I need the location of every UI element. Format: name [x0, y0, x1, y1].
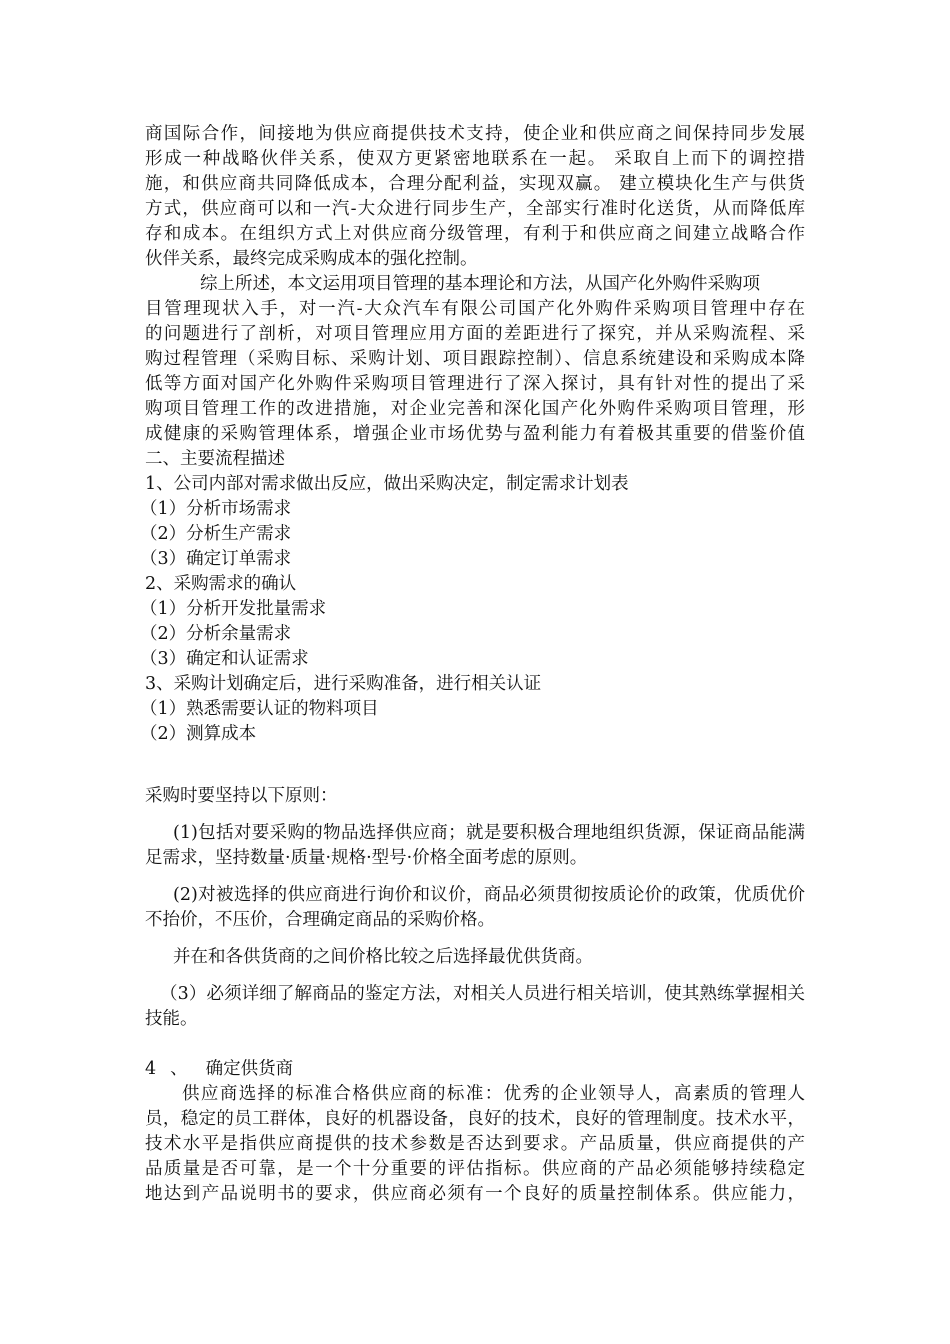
step4-title: 确定供货商: [205, 1059, 294, 1079]
step4-number: 4: [145, 1059, 157, 1079]
para1-line1: 商国际合作，间接地为供应商提供技术支持，使企业和供应商之间保持同步发展: [145, 124, 805, 144]
principle2-line2: 不抬价，不压价，合理确定商品的采购价格。: [145, 910, 495, 930]
para2-line1: 综上所述，本文运用项目管理的基本理论和方法，从国产化外购件采购项: [200, 274, 760, 294]
principle3-line2: 技能。: [145, 1009, 198, 1029]
para2-line2: 目管理现状入手，对一汽-大众汽车有限公司国产化外购件采购项目管理中存在: [145, 299, 805, 319]
para1-line3: 施，和供应商共同降低成本，合理分配利益，实现双赢。 建立模块化生产与供货: [145, 174, 805, 194]
step4-line3: 技术水平是指供应商提供的技术参数是否达到要求。产品质量，供应商提供的产: [145, 1134, 805, 1154]
para2-line7: 成健康的采购管理体系，增强企业市场优势与盈利能力有着极其重要的借鉴价值: [145, 424, 805, 444]
step3-item2: （2）测算成本: [140, 724, 257, 744]
step1-item3: （3）确定订单需求: [140, 549, 292, 569]
principle2-line1: (2)对被选择的供应商进行询价和议价，商品必须贯彻按质论价的政策，优质优价: [173, 885, 805, 905]
step3-heading: 3、采购计划确定后，进行采购准备，进行相关认证: [145, 674, 542, 694]
section-heading: 二、主要流程描述: [145, 449, 285, 469]
step2-item1: （1）分析开发批量需求: [140, 599, 327, 619]
para2-line3: 的问题进行了剖析，对项目管理应用方面的差距进行了探究，并从采购流程、采: [145, 324, 805, 344]
principles-heading: 采购时要坚持以下原则：: [145, 786, 338, 806]
step4-line1: 供应商选择的标准合格供应商的标准：优秀的企业领导人，高素质的管理人: [182, 1084, 805, 1104]
principle1-line2: 足需求，坚持数量·质量·规格·型号·价格全面考虑的原则。: [145, 848, 588, 868]
para1-line6: 伙伴关系，最终完成采购成本的强化控制。: [145, 249, 478, 269]
principle1-line1: (1)包括对要采购的物品选择供应商；就是要积极合理地组织货源，保证商品能满: [173, 823, 805, 843]
step4-sep: 、: [170, 1059, 188, 1079]
step1-item2: （2）分析生产需求: [140, 524, 292, 544]
principle-note: 并在和各供货商的之间价格比较之后选择最优供货商。: [173, 947, 593, 967]
para2-line4: 购过程管理（采购目标、采购计划、项目跟踪控制）、信息系统建设和采购成本降: [145, 349, 805, 369]
step1-heading: 1、公司内部对需求做出反应，做出采购决定，制定需求计划表: [145, 474, 629, 494]
para1-line4: 方式，供应商可以和一汽-大众进行同步生产，全部实行准时化送货，从而降低库: [145, 199, 805, 219]
step4-line4: 品质量是否可靠，是一个十分重要的评估指标。供应商的产品必须能够持续稳定: [145, 1159, 805, 1179]
para1-line2: 形成一种战略伙伴关系，使双方更紧密地联系在一起。 采取自上而下的调控措: [145, 149, 805, 169]
step4-line2: 员，稳定的员工群体，良好的机器设备，良好的技术，良好的管理制度。技术水平，: [145, 1109, 805, 1129]
step3-item1: （1）熟悉需要认证的物料项目: [140, 699, 379, 719]
principle3-line1: （3）必须详细了解商品的鉴定方法，对相关人员进行相关培训，使其熟练掌握相关: [160, 984, 805, 1004]
step4-heading: [145, 1057, 293, 1082]
step2-item3: （3）确定和认证需求: [140, 649, 309, 669]
step1-item1: （1）分析市场需求: [140, 499, 292, 519]
step4-line5: 地达到产品说明书的要求，供应商必须有一个良好的质量控制体系。供应能力，: [145, 1184, 805, 1204]
step2-item2: （2）分析余量需求: [140, 624, 292, 644]
para2-line6: 购项目管理工作的改进措施，对企业完善和深化国产化外购件采购项目管理，形: [145, 399, 805, 419]
para1-line5: 存和成本。在组织方式上对供应商分级管理，有利于和供应商之间建立战略合作: [145, 224, 805, 244]
step2-heading: 2、采购需求的确认: [145, 574, 297, 594]
para2-line5: 低等方面对国产化外购件采购项目管理进行了深入探讨，具有针对性的提出了采: [145, 374, 805, 394]
